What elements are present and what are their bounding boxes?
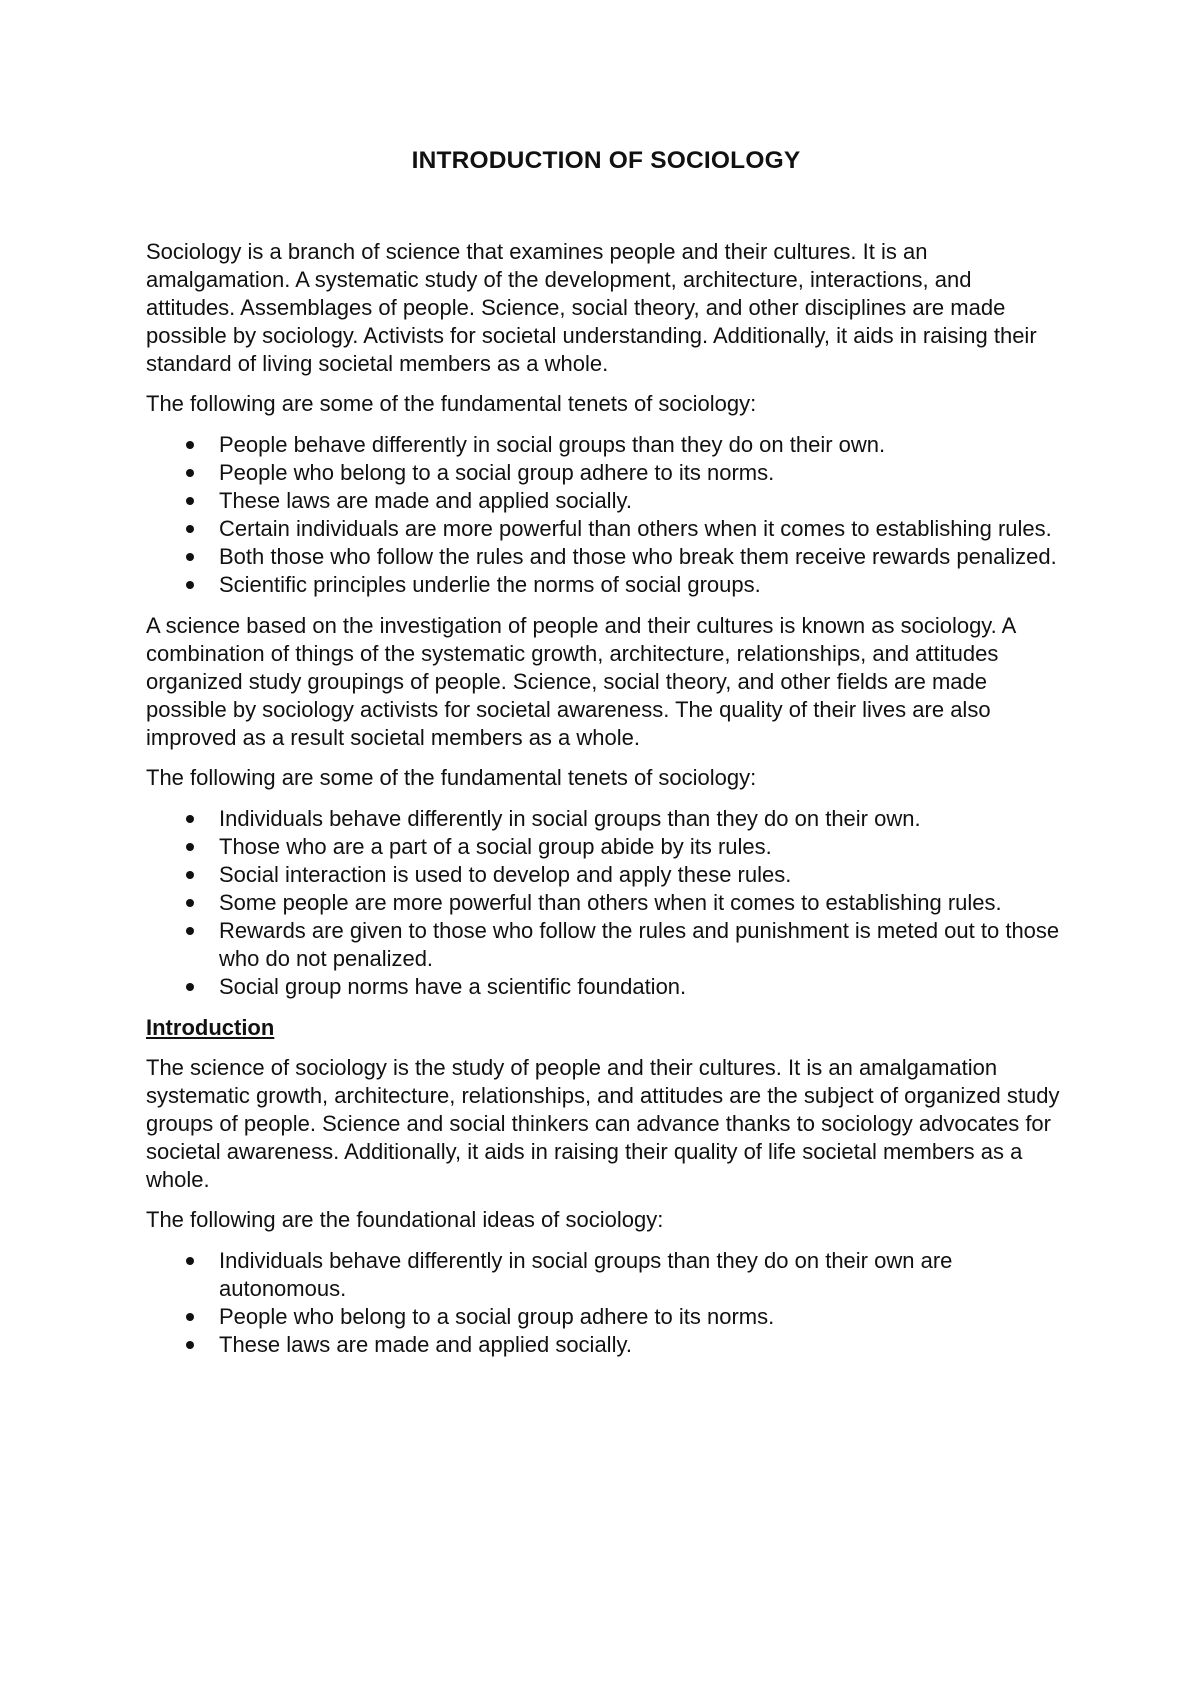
list-item bbox=[146, 1303, 1066, 1331]
list-item-text: Rewards are given to those who follow the rules and punishment is meted out to those who do not penalized. bbox=[219, 918, 1060, 971]
bullet-icon bbox=[186, 441, 194, 449]
list-item bbox=[146, 861, 1066, 889]
list-item-text: Social interaction is used to develop and apply these rules. bbox=[219, 862, 792, 887]
list-item bbox=[146, 973, 1066, 1001]
paragraph-intro: Sociology is a branch of science that examines people and their cultures. It is an amalgamation. A systematic study of the development, architecture, interactions, and attitudes. Assemblages of people. Science, social theory, and other disciplines are made possible by sociology. Activists for societal understanding. Additionally, it aids in raising their standard of living societal members as a whole. bbox=[146, 239, 1037, 376]
list-lead-2: The following are some of the fundamental tenets of sociology: bbox=[146, 765, 757, 790]
bullet-icon bbox=[186, 525, 194, 533]
list-item-text: These laws are made and applied socially. bbox=[219, 1332, 632, 1357]
list-item-text: Social group norms have a scientific foundation. bbox=[219, 974, 687, 999]
document-title: INTRODUCTION OF SOCIOLOGY bbox=[411, 147, 801, 174]
bullet-icon bbox=[186, 843, 194, 851]
list-item-text: People who belong to a social group adhere to its norms. bbox=[219, 460, 775, 485]
list-item bbox=[146, 571, 1066, 599]
list-item bbox=[146, 487, 1066, 515]
document-body bbox=[146, 146, 1066, 1372]
bullet-icon bbox=[186, 927, 194, 935]
list-item-text: Some people are more powerful than others when it comes to establishing rules. bbox=[219, 890, 1002, 915]
list-item bbox=[146, 833, 1066, 861]
list-item-text: Both those who follow the rules and those who break them receive rewards penalized. bbox=[219, 544, 1057, 569]
bullet-icon bbox=[186, 469, 194, 477]
list-item bbox=[146, 459, 1066, 487]
list-item-text: People who belong to a social group adhere to its norms. bbox=[219, 1304, 775, 1329]
bullet-icon bbox=[186, 983, 194, 991]
list-item bbox=[146, 917, 1066, 973]
list-lead-3: The following are the foundational ideas of sociology: bbox=[146, 1207, 664, 1232]
list-item-text: Individuals behave differently in social groups than they do on their own are autonomous. bbox=[219, 1248, 953, 1301]
list-item-text: People behave differently in social groups than they do on their own. bbox=[219, 432, 886, 457]
list-item bbox=[146, 431, 1066, 459]
bullet-icon bbox=[186, 1313, 194, 1321]
bullet-icon bbox=[186, 815, 194, 823]
bullet-icon bbox=[186, 1257, 194, 1265]
list-item-text: Certain individuals are more powerful than others when it comes to establishing rules. bbox=[219, 516, 1052, 541]
bullet-list-2 bbox=[146, 805, 1066, 1001]
list-item-text: Scientific principles underlie the norms of social groups. bbox=[219, 572, 761, 597]
bullet-list-1 bbox=[146, 431, 1066, 599]
list-item bbox=[146, 1331, 1066, 1359]
bullet-icon bbox=[186, 899, 194, 907]
bullet-list-3 bbox=[146, 1247, 1066, 1359]
paragraph-third: The science of sociology is the study of people and their cultures. It is an amalgamation systematic growth, architecture, relationships, and attitudes are the subject of organized study groups of people. Science and social thinkers can advance thanks to sociology advocates for societal awareness. Additionally, it aids in raising their quality of life societal members as a whole. bbox=[146, 1055, 1060, 1192]
bullet-icon bbox=[186, 581, 194, 589]
list-item bbox=[146, 1247, 1066, 1303]
list-item bbox=[146, 543, 1066, 571]
list-item-text: Those who are a part of a social group abide by its rules. bbox=[219, 834, 772, 859]
section-heading-wrap bbox=[146, 1014, 1066, 1054]
paragraph-second: A science based on the investigation of people and their cultures is known as sociology. A combination of things of the systematic growth, architecture, relationships, and attitudes organized study groupings of people. Science, social theory, and other fields are made possible by sociology activists for societal awareness. The quality of their lives are also improved as a result societal members as a whole. bbox=[146, 613, 1016, 750]
bullet-icon bbox=[186, 497, 194, 505]
list-item bbox=[146, 805, 1066, 833]
list-item-text: These laws are made and applied socially. bbox=[219, 488, 632, 513]
bullet-icon bbox=[186, 871, 194, 879]
list-lead-1: The following are some of the fundamental tenets of sociology: bbox=[146, 391, 757, 416]
bullet-icon bbox=[186, 553, 194, 561]
list-item-text: Individuals behave differently in social groups than they do on their own. bbox=[219, 806, 921, 831]
section-heading: Introduction bbox=[146, 1015, 275, 1040]
bullet-icon bbox=[186, 1341, 194, 1349]
list-item bbox=[146, 515, 1066, 543]
list-item bbox=[146, 889, 1066, 917]
